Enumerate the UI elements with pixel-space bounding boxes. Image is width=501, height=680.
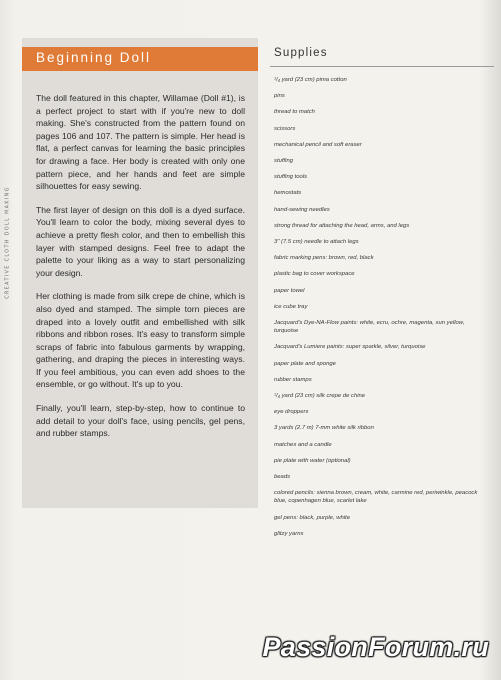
supply-item: Jacquard's Lumiere paints: super sparkle, silver, turquoise [274, 344, 426, 351]
supply-item: plastic bag to cover workspace [274, 271, 355, 278]
supply-item: stuffing tools [274, 174, 308, 181]
body-paragraph: Finally, you'll learn, step-by-step, how to continue to add detail to your doll's face, using pencils, gel pens, and rubber stamps. [36, 403, 245, 439]
running-head-vertical: CREATIVE CLOTH DOLL MAKING [5, 186, 11, 299]
supply-item: ¹/₄ yard (23 cm) silk crepe de chine [274, 393, 366, 400]
supply-item: hand-sewing needles [274, 206, 330, 213]
body-paragraph: The doll featured in this chapter, Willamae (Doll #1), is a perfect project to start with if you're new to doll making. She's constructed from the pattern found on pages 106 and 107. The pattern is simple. Her head is flat, a perfect canvas for learning the basic principles for drawing a face. Her body is created with only one pattern piece, and her hands and feet are simple silhouettes for easy sewing. [36, 93, 245, 192]
supply-item: mechanical pencil and soft eraser [274, 141, 362, 148]
supply-item: fabric marking pens: brown, red, black [274, 255, 374, 262]
supplies-heading: Supplies [274, 47, 328, 59]
supply-item: scissors [274, 125, 296, 132]
supply-item: glitzy yarns [274, 530, 304, 537]
supply-item: strong thread for attaching the head, arms, and legs [274, 222, 410, 229]
section-title-bar [22, 47, 258, 71]
supply-item: matches and a candle [274, 441, 332, 448]
watermark-logo: PassionForum.ru [262, 632, 489, 662]
supply-item: pins [274, 93, 285, 100]
supplies-list [274, 76, 484, 546]
supply-item: thread to match [274, 109, 315, 116]
supply-item: 3 yards (2.7 m) 7-mm white silk ribbon [274, 425, 374, 432]
supply-item: pie plate with water (optional) [274, 457, 351, 464]
supply-item: Jacquard's Dye-NA-Flow paints: white, ecru, ochre, magenta, sun yellow, turquoise [274, 320, 465, 335]
intro-body [36, 92, 245, 451]
supply-item: ice cube tray [274, 303, 308, 310]
body-paragraph: The first layer of design on this doll is a dyed surface. You'll learn to color the body, mixing several dyes to achieve a pretty flesh color, and then to embellish this layer with stamped designs. Feel free to adapt the palette to your liking as a way to start personalizing your design. [36, 204, 245, 278]
supply-item: paper towel [274, 287, 305, 294]
supplies-divider [270, 66, 494, 67]
supply-item: beads [274, 474, 291, 481]
supply-item: ¹/₄ yard (23 cm) pima cotton [274, 77, 347, 83]
supply-item: eye droppers [274, 409, 309, 416]
section-title: Beginning Doll [36, 50, 152, 65]
supply-item: 3" (7.5 cm) needle to attach legs [274, 239, 359, 246]
supply-item: gel pens: black, purple, white [274, 514, 350, 521]
supply-item: stuffing [274, 158, 293, 165]
supply-item: colored pencils: sienna brown, cream, white, carmine red, periwinkle, peacock blue, copenhagen blue, scarlet lake [274, 490, 478, 505]
supply-item: rubber stamps [274, 376, 312, 383]
body-paragraph: Her clothing is made from silk crepe de chine, which is also dyed and stamped. The simple torn pieces are draped into a lovely outfit and embellished with silk ribbons and ribbon roses. It's easy to transform simple scraps of fabric into fabulous garments by wrapping, gathering, and draping the pieces in interesting ways. If you feel ambitious, you can even add shoes to the ensemble, or go without. It's up to you. [36, 291, 245, 390]
supply-item: hemostats [274, 190, 302, 197]
supply-item: paper plate and sponge [274, 360, 336, 367]
